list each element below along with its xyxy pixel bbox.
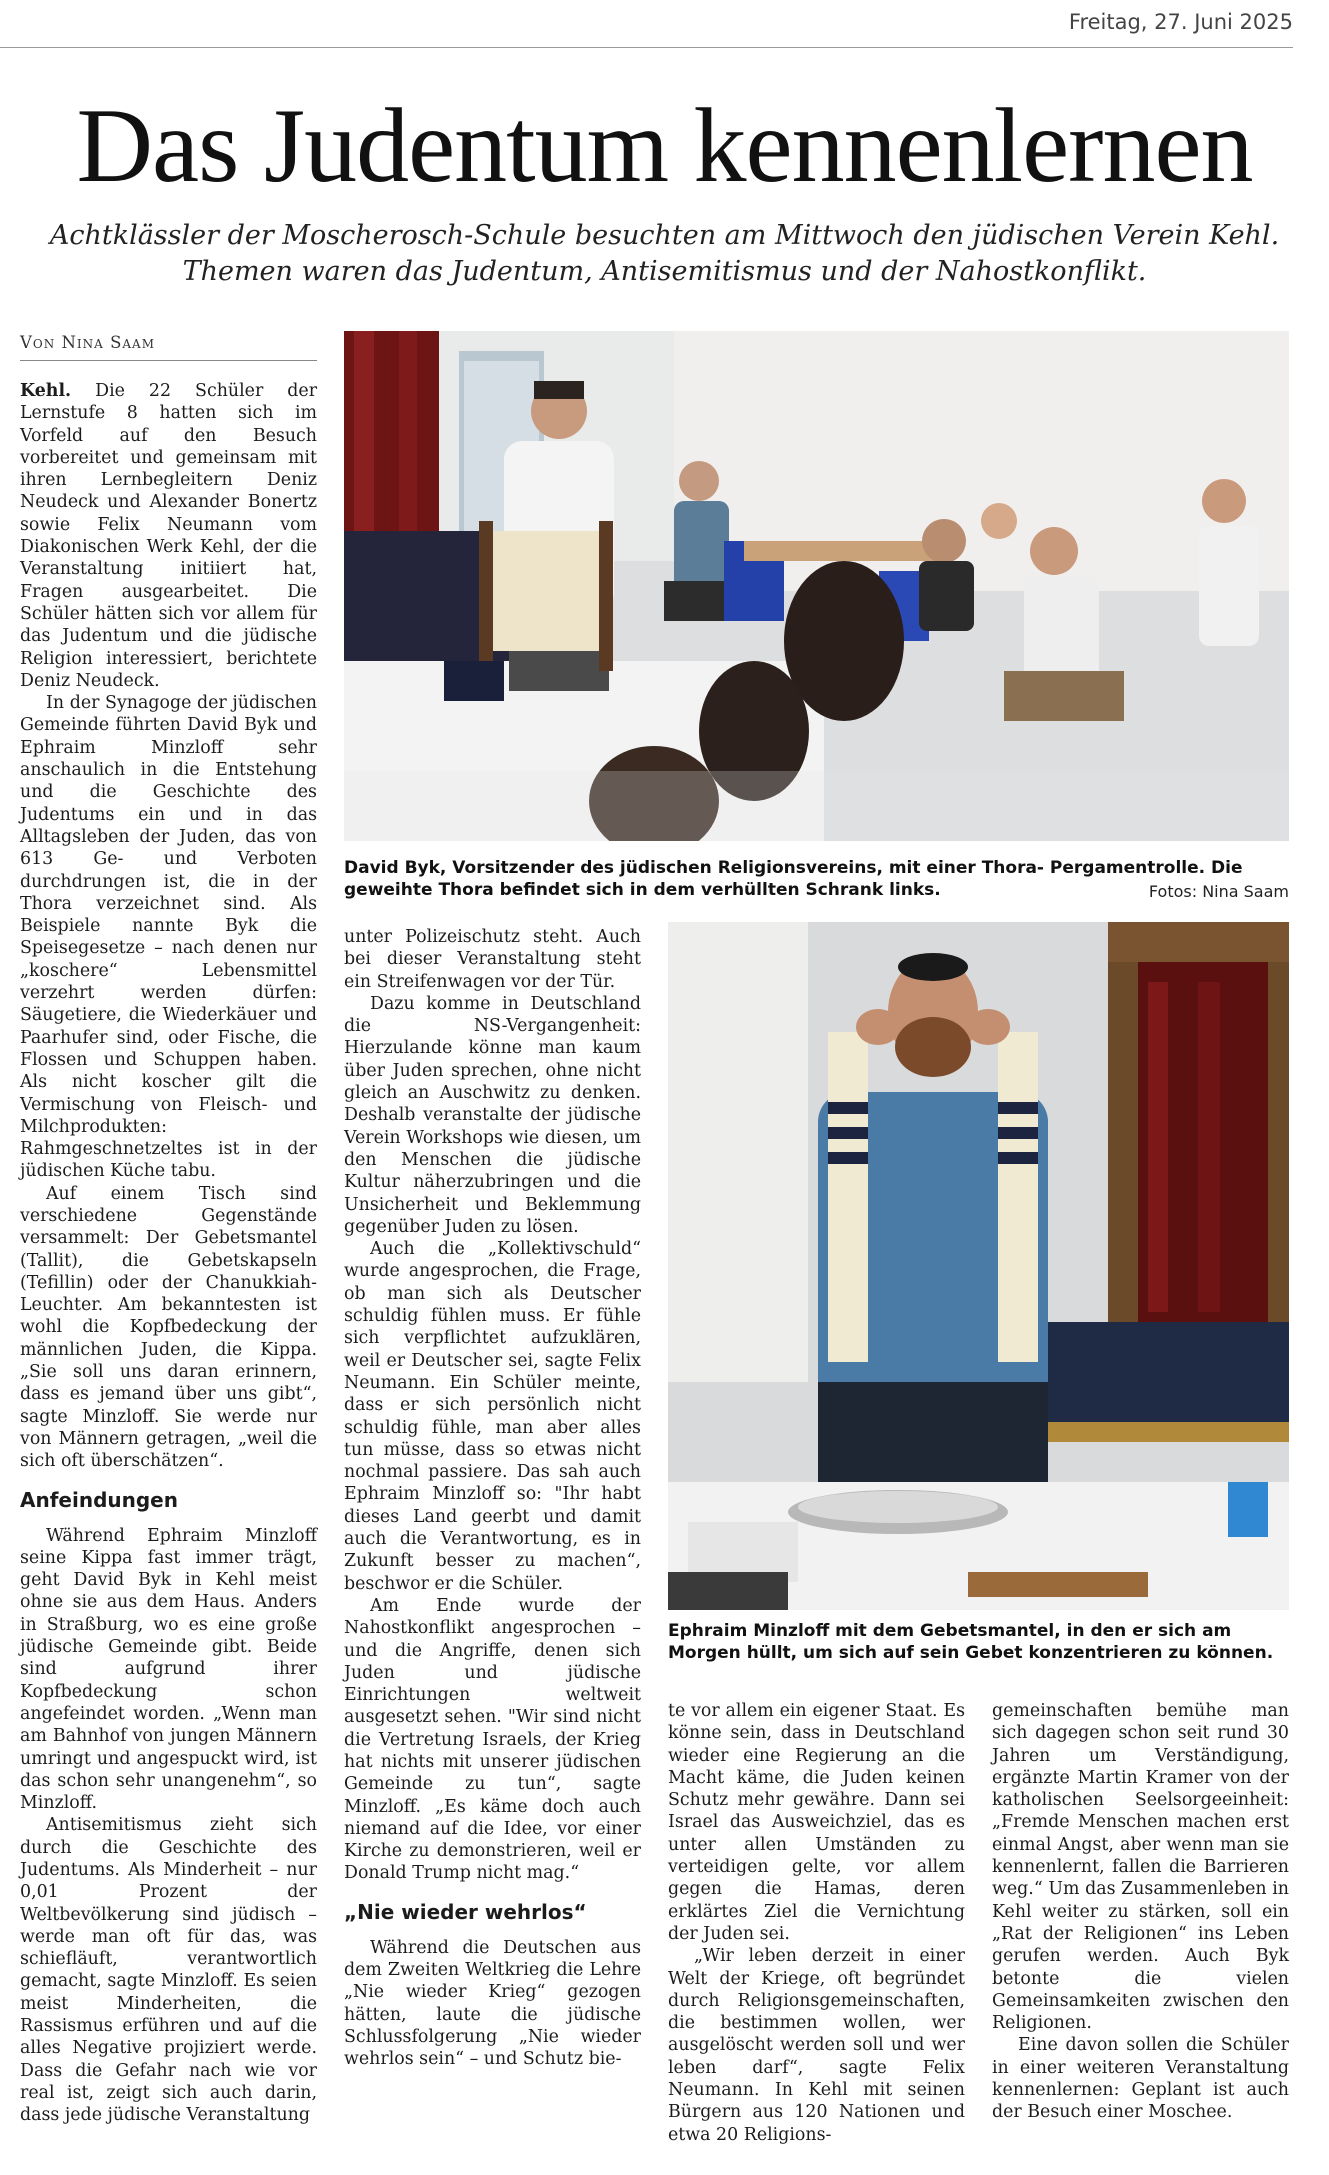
paragraph: Während Ephraim Minzloff seine Kippa fast immer trägt, geht David Byk in Kehl meist ohne sie aus dem Haus. Anders in Straßburg, wo es eine große jüdische Gemeinde gibt. Beide sind aufgrund ihrer Kopfbedeckung schon angefeindet worden. „Wenn man am Bahnhof von jungen Männern umringt und angespuckt wird, ist das schon sehr unangenehm“, so Minzloff. xyxy=(20,1525,317,1814)
article-headline: Das Judentum kennenlernen xyxy=(76,87,1253,204)
subheadline-line-1: Achtklässler der Moscherosch-Schule besuchten am Mittwoch den jüdischen Verein Kehl. xyxy=(49,220,1280,251)
torah-scene-illustration xyxy=(344,331,1289,841)
paragraph: Am Ende wurde der Nahostkonflikt angesprochen – und die Angriffe, denen sich Juden und jüdische Einrichtungen weltweit ausgesetzt sehen. "Wir sind nicht die Vertretung Israels, der Krieg hat nichts mit unserer jüdischen Gemeinde zu tun“, sagte Minzloff. „Es käme doch auch niemand auf die Idee, vor einer Kirche zu demonstrieren, weil er Donald Trump nicht mag.“ xyxy=(344,1595,641,1884)
paragraph: gemeinschaften bemühe man sich dagegen schon seit rund 30 Jahren um Verständigung, ergänzte Martin Kramer von der katholischen Seelsorgeeinheit: „Fremde Menschen machen erst einmal Angst, aber wenn man sie kennenlernt, fallen die Barrieren weg.“ Um das Zusammenleben in Kehl weiter zu stärken, soll ein „Rat der Religionen“ ins Leben gerufen werden. Auch Byk betonte die vielen Gemeinsamkeiten zwischen den Religionen. xyxy=(992,1701,1289,2034)
subheadline-line-2: Themen waren das Judentum, Antisemitismus und der Nahostkonflikt. xyxy=(182,256,1147,287)
article-column-1 xyxy=(20,380,317,2127)
paragraph: Während die Deutschen aus dem Zweiten Weltkrieg die Lehre „Nie wieder Krieg“ gezogen hätten, laute die jüdische Schlussfolgerung „Nie wieder wehrlos sein“ – und Schutz bie- xyxy=(344,1937,641,2070)
paragraph: te vor allem ein eigener Staat. Es könne sein, dass in Deutschland wieder eine Regierung an die Macht käme, die Juden keinen Schutz mehr gewähre. Dann sei Israel das Ausweichziel, das es unter allen Umständen zu verteidigen gelte, vor allem gegen die Hamas, deren erklärtes Ziel die Vernichtung der Juden sei. xyxy=(668,1701,965,1944)
section-heading-nie-wieder-wehrlos: „Nie wieder wehrlos“ xyxy=(344,1899,587,1924)
paragraph: Auf einem Tisch sind verschiedene Gegenstände versammelt: Der Gebetsmantel (Tallit), die Gebetskapseln (Tefillin) oder der Chanukkiah-Leuchter. Am bekanntesten ist wohl die Kopfbedeckung der männlichen Juden, die Kippa. „Sie soll uns daran erinnern, dass es jemand über uns gibt“, sagte Minzloff. Sie werde nur von Männern getragen, „weil die sich oft überschätzen“. xyxy=(20,1183,317,1472)
paragraph: In der Synagoge der jüdischen Gemeinde führten David Byk und Ephraim Minzloff sehr anschaulich in die Entstehung und die Geschichte des Judentums ein und in das Alltagsleben der Juden, das von 613 Ge- und Verboten durchdrungen ist, die in der Thora verzeichnet sind. Als Beispiele nannte Byk die Speisegesetze – nach denen nur „koschere“ Lebensmittel verzehrt werden dürfen: Säugetiere, die Wiederkäuer und Paarhufer sind, oder Fische, die Flossen und Schuppen haben. Als nicht koscher gilt die Vermischung von Fleisch- und Milchprodukten: Rahmgeschnetzeltes ist in der jüdischen Küche tabu. xyxy=(20,693,317,1182)
article-column-4 xyxy=(992,1700,1289,2124)
paragraph-text: Die 22 Schüler der Lernstufe 8 hatten sich im Vorfeld auf den Besuch vorbereitet und gemeinsam mit ihren Lernbegleitern Deniz Neudeck und Alexander Bonertz sowie Felix Neumann vom Diakonischen Werk Kehl, der die Veranstaltung initiiert hat, Fragen ausgearbeitet. Die Schüler hätten sich vor allem für das Judentum und die jüdische Religion interessiert, berichtete Deniz Neudeck. xyxy=(20,381,318,691)
tallit-scene-illustration xyxy=(668,922,1289,1610)
paragraph: Eine davon sollen die Schüler in einer weiteren Veranstaltung kennenlernen: Geplant ist auch der Besuch einer Moschee. xyxy=(992,2035,1289,2123)
paragraph: Dazu komme in Deutschland die NS-Vergangenheit: Hierzulande könne man kaum über Juden sprechen, ohne nicht gleich an Auschwitz zu denken. Deshalb veranstalte der jüdische Verein Workshops wie diesen, um den Menschen die jüdische Kultur näherzubringen und die Unsicherheit und Beklemmung gegenüber Juden zu lösen. xyxy=(344,993,641,1237)
paragraph: unter Polizeischutz steht. Auch bei dieser Veranstaltung steht ein Streifenwagen vor der Tür. xyxy=(344,927,641,992)
author-byline: Von Nina Saam xyxy=(20,333,156,352)
article-column-3 xyxy=(668,1700,965,2146)
dateline: Kehl. xyxy=(20,381,72,401)
paragraph xyxy=(20,380,317,692)
header-rule xyxy=(0,47,1293,48)
paragraph: „Wir leben derzeit in einer Welt der Kriege, oft begründet durch Religionsgemeinschaften, die bestimmen wollen, wer ausgelöscht werden soll und wer leben darf“, sagte Felix Neumann. In Kehl mit seinen Bürgern aus 120 Nationen und etwa 20 Religions- xyxy=(668,1946,965,2145)
section-heading-anfeindungen: Anfeindungen xyxy=(20,1487,178,1512)
photo-1-caption: David Byk, Vorsitzender des jüdischen Religionsvereins, mit einer Thora- Pergamentrolle. Die geweihte Thora befindet sich in dem verhüllten Schrank links. xyxy=(344,858,1243,900)
photo-credit: Fotos: Nina Saam xyxy=(1148,882,1289,901)
photo-2-caption: Ephraim Minzloff mit dem Gebetsmantel, in den er sich am Morgen hüllt, um sich auf sein Gebet konzentrieren zu können. xyxy=(668,1621,1274,1663)
byline-rule xyxy=(20,360,317,361)
photo-ephraim-minzloff-tallit xyxy=(668,922,1289,1610)
photo-david-byk-torah xyxy=(344,331,1289,841)
article-column-2 xyxy=(344,926,641,2071)
paragraph: Antisemitismus zieht sich durch die Geschichte des Judentums. Als Minderheit – nur 0,01 Prozent der Weltbevölkerung sind jüdisch – werde man oft für das, was schiefläuft, verantwortlich gemacht, sagte Minzloff. Es seien meist Minderheiten, die Rassismus erführen und auf die alles Negative projiziert werde. Dass die Gefahr nach wie vor real ist, zeigt sich auch darin, dass jede jüdische Veranstaltung xyxy=(20,1815,317,2126)
publication-date: Freitag, 27. Juni 2025 xyxy=(1068,10,1293,34)
paragraph: Auch die „Kollektivschuld“ wurde angesprochen, die Frage, ob man sich als Deutscher schuldig fühlen muss. Er fühle sich verpflichtet aufzuklären, weil er Deutscher sei, sagte Felix Neumann. Ein Schüler meinte, dass er sich persönlich nicht schuldig fühle, man aber alles tun müsse, dass so etwas nicht nochmal passiere. Das sah auch Ephraim Minzloff so: "Ihr habt dieses Land geerbt und damit auch die Verantwortung, es in Zukunft besser zu machen“, beschwor er die Schüler. xyxy=(344,1239,641,1594)
